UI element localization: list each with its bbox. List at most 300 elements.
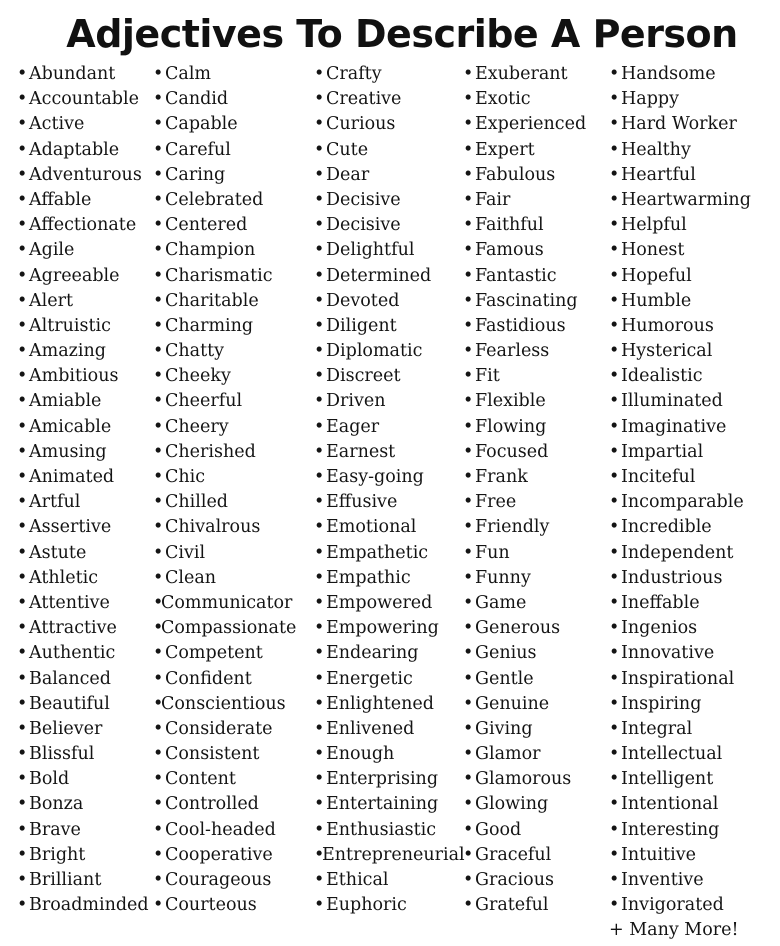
bullet-icon: • xyxy=(463,718,474,739)
bullet-icon: • xyxy=(314,164,325,185)
list-item xyxy=(153,364,296,389)
list-item xyxy=(609,792,751,817)
bullet-icon: • xyxy=(17,643,28,664)
list-item xyxy=(17,339,149,364)
bullet-icon: • xyxy=(314,643,325,664)
bullet-icon: • xyxy=(17,744,28,765)
bullet-icon: • xyxy=(17,366,28,387)
bullet-icon: • xyxy=(463,139,474,160)
adjective-text: Affable xyxy=(29,189,92,210)
adjective-text: Fastidious xyxy=(475,315,566,336)
adjective-text: Intelligent xyxy=(621,769,714,790)
bullet-icon: • xyxy=(314,870,325,890)
bullet-icon: • xyxy=(609,693,620,714)
adjective-text: Emotional xyxy=(326,517,417,538)
adjective-text: Conscientious xyxy=(161,693,286,714)
list-item xyxy=(17,692,149,717)
adjective-text: Impartial xyxy=(621,441,704,462)
adjective-text: Expert xyxy=(475,139,535,160)
list-item xyxy=(153,314,296,339)
bullet-icon: • xyxy=(17,592,28,613)
list-item xyxy=(153,893,296,918)
bullet-icon: • xyxy=(609,341,620,362)
list-item xyxy=(314,62,465,87)
adjective-text: Chivalrous xyxy=(165,517,261,538)
bullet-icon: • xyxy=(153,114,164,135)
list-item xyxy=(17,591,149,616)
adjective-text: Enlightened xyxy=(326,693,434,714)
list-item xyxy=(463,818,586,843)
list-item xyxy=(314,692,465,717)
bullet-icon: • xyxy=(153,668,164,689)
adjective-text: Competent xyxy=(165,643,263,664)
adjective-text: Authentic xyxy=(29,643,116,664)
list-item xyxy=(314,541,465,566)
bullet-icon: • xyxy=(153,416,164,437)
adjective-text: Gracious xyxy=(475,870,554,890)
bullet-icon: • xyxy=(609,492,620,513)
list-item xyxy=(314,792,465,817)
bullet-icon: • xyxy=(153,517,164,538)
adjective-text: Amazing xyxy=(29,341,106,362)
bullet-icon: • xyxy=(609,618,620,639)
list-item xyxy=(153,112,296,137)
bullet-icon: • xyxy=(314,492,325,513)
list-item xyxy=(609,541,751,566)
adjective-text: Heartwarming xyxy=(621,189,751,210)
adjective-text: Enlivened xyxy=(326,718,415,739)
adjective-text: Famous xyxy=(475,240,544,261)
bullet-icon: • xyxy=(609,114,620,135)
adjective-text: Empowered xyxy=(326,592,433,613)
list-item xyxy=(314,314,465,339)
adjective-text: Adaptable xyxy=(29,139,120,160)
bullet-icon: • xyxy=(314,315,325,336)
bullet-icon: • xyxy=(463,64,474,84)
bullet-icon: • xyxy=(314,114,325,135)
bullet-icon: • xyxy=(314,592,325,613)
list-item xyxy=(609,289,751,314)
adjective-text: Accountable xyxy=(29,89,139,110)
adjective-text: Heartful xyxy=(621,164,696,185)
list-item xyxy=(314,465,465,490)
adjective-text: Chilled xyxy=(165,492,229,513)
bullet-icon: • xyxy=(17,139,28,160)
adjective-text: Driven xyxy=(326,391,386,412)
bullet-icon: • xyxy=(153,769,164,790)
adjective-text: Charitable xyxy=(165,290,259,311)
adjective-text: Attractive xyxy=(29,618,117,639)
bullet-icon: • xyxy=(609,64,620,84)
list-item xyxy=(153,843,296,868)
adjective-text: Candid xyxy=(165,89,229,110)
adjective-column-3 xyxy=(314,62,465,918)
bullet-icon: • xyxy=(153,870,164,890)
list-item xyxy=(153,465,296,490)
adjective-text: Dear xyxy=(326,164,370,185)
bullet-icon: • xyxy=(17,870,28,890)
adjective-text: Cherished xyxy=(165,441,256,462)
bullet-icon: • xyxy=(609,844,620,865)
adjective-text: Handsome xyxy=(621,64,716,84)
list-item xyxy=(609,591,751,616)
bullet-icon: • xyxy=(17,693,28,714)
list-item xyxy=(17,818,149,843)
list-item xyxy=(153,62,296,87)
list-item xyxy=(463,717,586,742)
bullet-icon: • xyxy=(153,592,164,613)
bullet-icon: • xyxy=(463,895,474,916)
bullet-icon: • xyxy=(609,567,620,588)
adjective-text: Hopeful xyxy=(621,265,692,286)
list-item xyxy=(153,818,296,843)
adjective-text: Decisive xyxy=(326,189,401,210)
bullet-icon: • xyxy=(314,769,325,790)
bullet-icon: • xyxy=(314,794,325,815)
list-item xyxy=(153,767,296,792)
adjective-text: Caring xyxy=(165,164,226,185)
bullet-icon: • xyxy=(314,290,325,311)
adjective-text: Fascinating xyxy=(475,290,578,311)
adjective-text: Assertive xyxy=(29,517,112,538)
adjective-text: Bonza xyxy=(29,794,84,815)
adjective-text: Incomparable xyxy=(621,492,744,513)
list-item xyxy=(609,641,751,666)
list-item xyxy=(153,541,296,566)
bullet-icon: • xyxy=(463,341,474,362)
bullet-icon: • xyxy=(17,89,28,110)
bullet-icon: • xyxy=(609,315,620,336)
adjective-text: Fun xyxy=(475,542,510,563)
bullet-icon: • xyxy=(153,89,164,110)
adjective-text: Integral xyxy=(621,718,693,739)
adjective-text: Altruistic xyxy=(29,315,111,336)
bullet-icon: • xyxy=(463,693,474,714)
bullet-icon: • xyxy=(153,164,164,185)
adjective-text: Balanced xyxy=(29,668,111,689)
bullet-icon: • xyxy=(153,366,164,387)
bullet-icon: • xyxy=(17,64,28,84)
bullet-icon: • xyxy=(17,189,28,210)
adjective-text: Cheeky xyxy=(165,366,231,387)
adjective-text: Honest xyxy=(621,240,685,261)
adjective-text: Enterprising xyxy=(326,769,439,790)
adjective-text: Innovative xyxy=(621,643,715,664)
bullet-icon: • xyxy=(153,441,164,462)
adjective-text: Attentive xyxy=(29,592,110,613)
list-item xyxy=(314,893,465,918)
bullet-icon: • xyxy=(463,441,474,462)
adjective-column-2 xyxy=(153,62,296,918)
adjective-text: Intellectual xyxy=(621,744,723,765)
bullet-icon: • xyxy=(463,416,474,437)
adjective-text: Euphoric xyxy=(326,895,407,916)
adjective-text: Good xyxy=(475,819,522,840)
list-item xyxy=(153,339,296,364)
bullet-icon: • xyxy=(153,391,164,412)
list-item xyxy=(463,843,586,868)
list-item xyxy=(609,818,751,843)
list-item xyxy=(609,490,751,515)
adjective-text: Charming xyxy=(165,315,254,336)
bullet-icon: • xyxy=(314,265,325,286)
adjective-text: Chic xyxy=(165,467,206,487)
adjective-text: Devoted xyxy=(326,290,400,311)
list-item xyxy=(153,692,296,717)
list-item xyxy=(463,87,586,112)
adjective-text: Amiable xyxy=(29,391,102,412)
adjective-text: Invigorated xyxy=(621,895,724,916)
adjective-text: Cooperative xyxy=(165,844,273,865)
bullet-icon: • xyxy=(314,215,325,236)
bullet-icon: • xyxy=(463,744,474,765)
adjective-text: Game xyxy=(475,592,527,613)
list-item xyxy=(314,163,465,188)
adjective-text: Easy-going xyxy=(326,467,424,487)
list-item xyxy=(153,264,296,289)
bullet-icon: • xyxy=(17,114,28,135)
list-item xyxy=(314,742,465,767)
bullet-icon: • xyxy=(17,441,28,462)
list-item xyxy=(314,264,465,289)
adjective-text: Adventurous xyxy=(29,164,142,185)
bullet-icon: • xyxy=(153,341,164,362)
list-item xyxy=(17,389,149,414)
adjective-text: Cheerful xyxy=(165,391,243,412)
adjective-text: Ineffable xyxy=(621,592,700,613)
bullet-icon: • xyxy=(153,467,164,487)
list-item xyxy=(609,213,751,238)
list-item xyxy=(153,289,296,314)
list-item xyxy=(463,112,586,137)
adjective-text: Empowering xyxy=(326,618,439,639)
list-item xyxy=(314,566,465,591)
adjective-text: Gentle xyxy=(475,668,534,689)
adjective-text: Communicator xyxy=(161,592,293,613)
bullet-icon: • xyxy=(463,844,474,865)
adjective-text: Independent xyxy=(621,542,734,563)
list-item xyxy=(314,238,465,263)
list-item xyxy=(609,868,751,893)
list-item xyxy=(153,163,296,188)
adjective-text: Enough xyxy=(326,744,395,765)
list-item xyxy=(153,238,296,263)
list-item xyxy=(609,667,751,692)
bullet-icon: • xyxy=(314,744,325,765)
list-item xyxy=(463,792,586,817)
adjective-text: Blissful xyxy=(29,744,95,765)
bullet-icon: • xyxy=(609,718,620,739)
adjective-column-5 xyxy=(609,62,751,918)
adjective-text: Industrious xyxy=(621,567,723,588)
adjective-text: Idealistic xyxy=(621,366,703,387)
adjective-text: Compassionate xyxy=(161,618,297,639)
bullet-icon: • xyxy=(609,517,620,538)
list-item xyxy=(314,717,465,742)
bullet-icon: • xyxy=(463,215,474,236)
bullet-icon: • xyxy=(609,164,620,185)
bullet-icon: • xyxy=(314,89,325,110)
adjective-text: Courteous xyxy=(165,895,257,916)
adjective-text: Artful xyxy=(29,492,81,513)
bullet-icon: • xyxy=(609,643,620,664)
bullet-icon: • xyxy=(17,844,28,865)
adjective-text: Frank xyxy=(475,467,528,487)
bullet-icon: • xyxy=(314,416,325,437)
adjective-text: Considerate xyxy=(165,718,273,739)
bullet-icon: • xyxy=(609,215,620,236)
adjective-text: Glamorous xyxy=(475,769,572,790)
adjective-text: Agile xyxy=(29,240,75,261)
adjective-text: Cool-headed xyxy=(165,819,276,840)
adjective-text: Curious xyxy=(326,114,396,135)
list-item xyxy=(153,566,296,591)
list-item xyxy=(609,364,751,389)
list-item xyxy=(17,792,149,817)
bullet-icon: • xyxy=(463,492,474,513)
list-item xyxy=(314,415,465,440)
adjective-text: Brilliant xyxy=(29,870,102,890)
bullet-icon: • xyxy=(463,391,474,412)
list-item xyxy=(17,238,149,263)
adjective-text: Ambitious xyxy=(29,366,119,387)
list-item xyxy=(463,742,586,767)
list-item xyxy=(17,62,149,87)
bullet-icon: • xyxy=(17,290,28,311)
list-item xyxy=(17,364,149,389)
list-item xyxy=(463,490,586,515)
bullet-icon: • xyxy=(17,618,28,639)
list-item xyxy=(153,868,296,893)
adjective-text: Humorous xyxy=(621,315,714,336)
adjective-text: Flowing xyxy=(475,416,547,437)
bullet-icon: • xyxy=(609,819,620,840)
bullet-icon: • xyxy=(463,315,474,336)
list-item xyxy=(609,163,751,188)
adjective-text: Believer xyxy=(29,718,103,739)
list-item xyxy=(17,641,149,666)
list-item xyxy=(609,138,751,163)
bullet-icon: • xyxy=(153,567,164,588)
bullet-icon: • xyxy=(463,542,474,563)
bullet-icon: • xyxy=(153,139,164,160)
bullet-icon: • xyxy=(153,643,164,664)
list-item xyxy=(609,843,751,868)
list-item xyxy=(17,112,149,137)
adjective-text: Exuberant xyxy=(475,64,568,84)
adjective-text: Diligent xyxy=(326,315,397,336)
bullet-icon: • xyxy=(314,517,325,538)
bullet-icon: • xyxy=(609,240,620,261)
bullet-icon: • xyxy=(153,794,164,815)
bullet-icon: • xyxy=(463,290,474,311)
list-item xyxy=(463,289,586,314)
list-item xyxy=(314,87,465,112)
adjective-text: Flexible xyxy=(475,391,546,412)
bullet-icon: • xyxy=(153,64,164,84)
bullet-icon: • xyxy=(314,668,325,689)
list-item xyxy=(463,893,586,918)
adjective-text: Beautiful xyxy=(29,693,110,714)
bullet-icon: • xyxy=(609,895,620,916)
adjective-text: Genius xyxy=(475,643,537,664)
adjective-text: Intentional xyxy=(621,794,719,815)
list-item xyxy=(17,541,149,566)
bullet-icon: • xyxy=(17,567,28,588)
list-item xyxy=(609,566,751,591)
list-item xyxy=(314,641,465,666)
bullet-icon: • xyxy=(153,265,164,286)
adjective-text: Empathic xyxy=(326,567,411,588)
list-item xyxy=(17,566,149,591)
list-item xyxy=(609,616,751,641)
list-item xyxy=(153,591,296,616)
adjective-text: Agreeable xyxy=(29,265,120,286)
adjective-text: Hard Worker xyxy=(621,114,737,135)
adjective-text: Inventive xyxy=(621,870,704,890)
bullet-icon: • xyxy=(609,290,620,311)
adjective-text: Earnest xyxy=(326,441,396,462)
bullet-icon: • xyxy=(153,240,164,261)
adjective-text: Crafty xyxy=(326,64,382,84)
adjective-text: Cute xyxy=(326,139,369,160)
bullet-icon: • xyxy=(609,870,620,890)
list-item xyxy=(463,62,586,87)
list-item xyxy=(17,893,149,918)
bullet-icon: • xyxy=(314,467,325,487)
list-item xyxy=(609,62,751,87)
list-item xyxy=(463,465,586,490)
bullet-icon: • xyxy=(17,265,28,286)
bullet-icon: • xyxy=(314,618,325,639)
adjective-text: Genuine xyxy=(475,693,550,714)
adjective-column-1 xyxy=(17,62,149,918)
adjective-text: Happy xyxy=(621,89,679,110)
bullet-icon: • xyxy=(463,89,474,110)
list-item xyxy=(463,138,586,163)
adjective-text: Energetic xyxy=(326,668,413,689)
adjective-text: Decisive xyxy=(326,215,401,236)
adjective-text: Fair xyxy=(475,189,511,210)
list-item xyxy=(17,767,149,792)
list-item xyxy=(153,138,296,163)
adjective-text: Controlled xyxy=(165,794,259,815)
page-title: Adjectives To Describe A Person xyxy=(66,12,738,56)
list-item xyxy=(463,264,586,289)
list-item xyxy=(463,515,586,540)
list-item xyxy=(153,213,296,238)
bullet-icon: • xyxy=(153,215,164,236)
adjective-text: Charismatic xyxy=(165,265,273,286)
list-item xyxy=(463,188,586,213)
list-item xyxy=(609,87,751,112)
adjective-text: Diplomatic xyxy=(326,341,423,362)
bullet-icon: • xyxy=(463,769,474,790)
bullet-icon: • xyxy=(314,240,325,261)
adjective-text: Creative xyxy=(326,89,402,110)
list-item xyxy=(17,289,149,314)
list-item xyxy=(153,742,296,767)
list-item xyxy=(463,389,586,414)
list-item xyxy=(17,515,149,540)
list-item xyxy=(609,717,751,742)
list-item xyxy=(17,717,149,742)
adjective-text: Determined xyxy=(326,265,432,286)
bullet-icon: • xyxy=(17,416,28,437)
bullet-icon: • xyxy=(463,164,474,185)
adjective-text: Entrepreneurial xyxy=(322,844,465,865)
list-item xyxy=(17,138,149,163)
